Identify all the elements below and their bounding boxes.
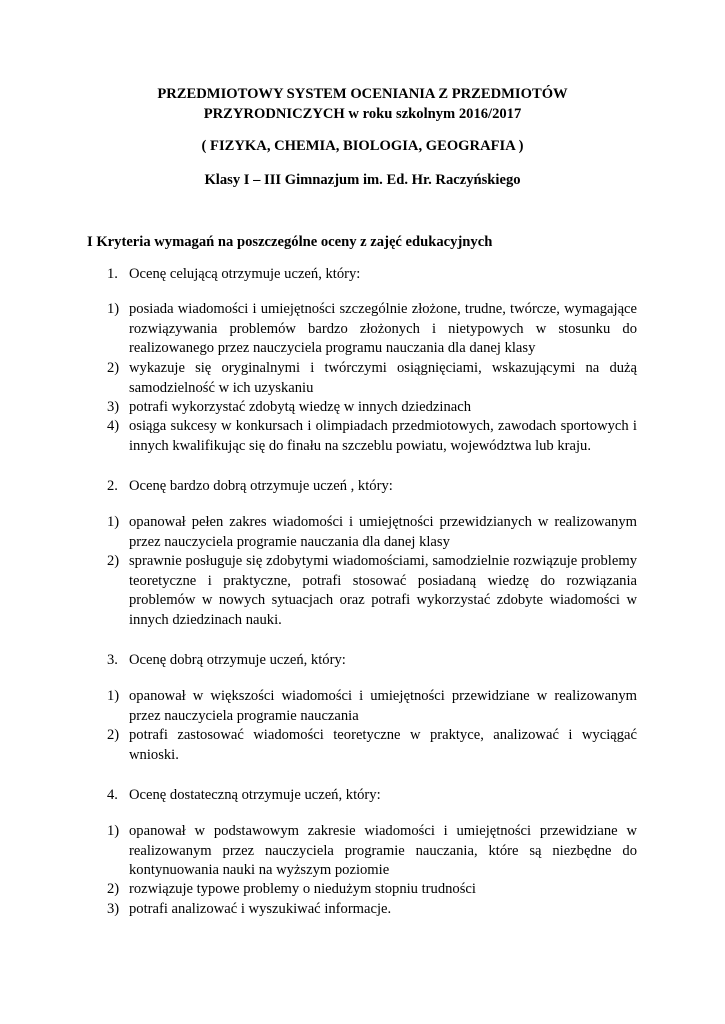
- doc-school: Klasy I – III Gimnazjum im. Ed. Hr. Raczyńskiego: [204, 172, 521, 188]
- grade-number: 3.: [107, 652, 118, 668]
- grade-heading-text: Ocenę celującą otrzymuje uczeń, który:: [129, 266, 361, 282]
- list-item-text: potrafi wykorzystać zdobytą wiedzę w innych dziedzinach: [129, 399, 472, 415]
- list-item-number: 2): [107, 727, 120, 743]
- section-title: I Kryteria wymagań na poszczególne oceny z zajęć edukacyjnych: [87, 234, 493, 250]
- list-item: [107, 417, 637, 456]
- list-item-text: sprawnie posługuje się zdobytymi wiadomościami, samodzielnie rozwiązuje problemy teoretyczne i praktyczne, potrafi stosować posiadaną wiedzę do rozwiązania problemów w nowych sytuacjach oraz potrafi wykorzystać zdobyte wiadomości w innych dziedzinach nauki.: [129, 553, 637, 628]
- grade-number: 4.: [107, 787, 118, 803]
- list-item: [107, 359, 637, 398]
- list-item: [107, 822, 637, 881]
- list-item-text: rozwiązuje typowe problemy o niedużym stopniu trudności: [129, 881, 476, 897]
- list-item: [107, 398, 637, 418]
- list-item-text: potrafi zastosować wiadomości teoretyczne w praktyce, analizować i wyciągać wnioski.: [129, 727, 637, 763]
- list-item: [107, 687, 637, 726]
- list-item-text: osiąga sukcesy w konkursach i olimpiadach przedmiotowych, zawodach sportowych i innych kwalifikując się do finału na szczeblu powiatu, województwa lub kraju.: [129, 418, 637, 454]
- list-item: [107, 726, 637, 765]
- list-item: [107, 880, 637, 900]
- grade-heading: [107, 264, 360, 284]
- list-item-text: opanował pełen zakres wiadomości i umiejętności przewidzianych w realizowanym przez nauczyciela programie nauczania dla danej klasy: [129, 514, 637, 550]
- list-item-number: 1): [107, 823, 120, 839]
- list-item-number: 2): [107, 360, 120, 376]
- grade-heading: [107, 650, 346, 670]
- grade-number: 1.: [107, 266, 118, 282]
- doc-title-line-2: PRZYRODNICZYCH w roku szkolnym 2016/2017: [203, 106, 522, 122]
- list-item: [107, 552, 637, 630]
- list-item-number: 1): [107, 301, 120, 317]
- doc-subjects: ( FIZYKA, CHEMIA, BIOLOGIA, GEOGRAFIA ): [201, 138, 524, 154]
- list-item-number: 2): [107, 553, 120, 569]
- list-item-number: 3): [107, 901, 120, 917]
- list-item: [107, 513, 637, 552]
- grade-heading: [107, 785, 381, 805]
- list-item-number: 1): [107, 688, 120, 704]
- list-item-number: 1): [107, 514, 120, 530]
- list-item-text: opanował w większości wiadomości i umiejętności przewidziane w realizowanym przez nauczyciela programie nauczania: [129, 688, 637, 724]
- grade-heading-text: Ocenę dobrą otrzymuje uczeń, który:: [129, 652, 346, 668]
- grade-heading-text: Ocenę dostateczną otrzymuje uczeń, który:: [129, 787, 381, 803]
- doc-title-line-1: PRZEDMIOTOWY SYSTEM OCENIANIA Z PRZEDMIOTÓW: [157, 86, 568, 102]
- grade-heading: [107, 476, 393, 496]
- list-item: [107, 300, 637, 359]
- list-item-text: posiada wiadomości i umiejętności szczególnie złożone, trudne, twórcze, wymagające rozwiązywania problemów bardzo złożonych i nietypowych w stosunku do realizowanego przez nauczyciela programu nauczania dla danej klasy: [129, 301, 637, 356]
- list-item-number: 3): [107, 399, 120, 415]
- list-item: [107, 900, 637, 920]
- list-item-text: wykazuje się oryginalnymi i twórczymi osiągnięciami, wskazującymi na dużą samodzielność w ich uzyskaniu: [129, 360, 637, 396]
- grade-number: 2.: [107, 478, 118, 494]
- list-item-text: opanował w podstawowym zakresie wiadomości i umiejętności przewidziane w realizowanym przez nauczyciela programie nauczania, które są niezbędne do kontynuowania nauki na wyższym poziomie: [129, 823, 637, 878]
- list-item-number: 4): [107, 418, 120, 434]
- list-item-number: 2): [107, 881, 120, 897]
- grade-heading-text: Ocenę bardzo dobrą otrzymuje uczeń , który:: [129, 478, 393, 494]
- list-item-text: potrafi analizować i wyszukiwać informacje.: [129, 901, 392, 917]
